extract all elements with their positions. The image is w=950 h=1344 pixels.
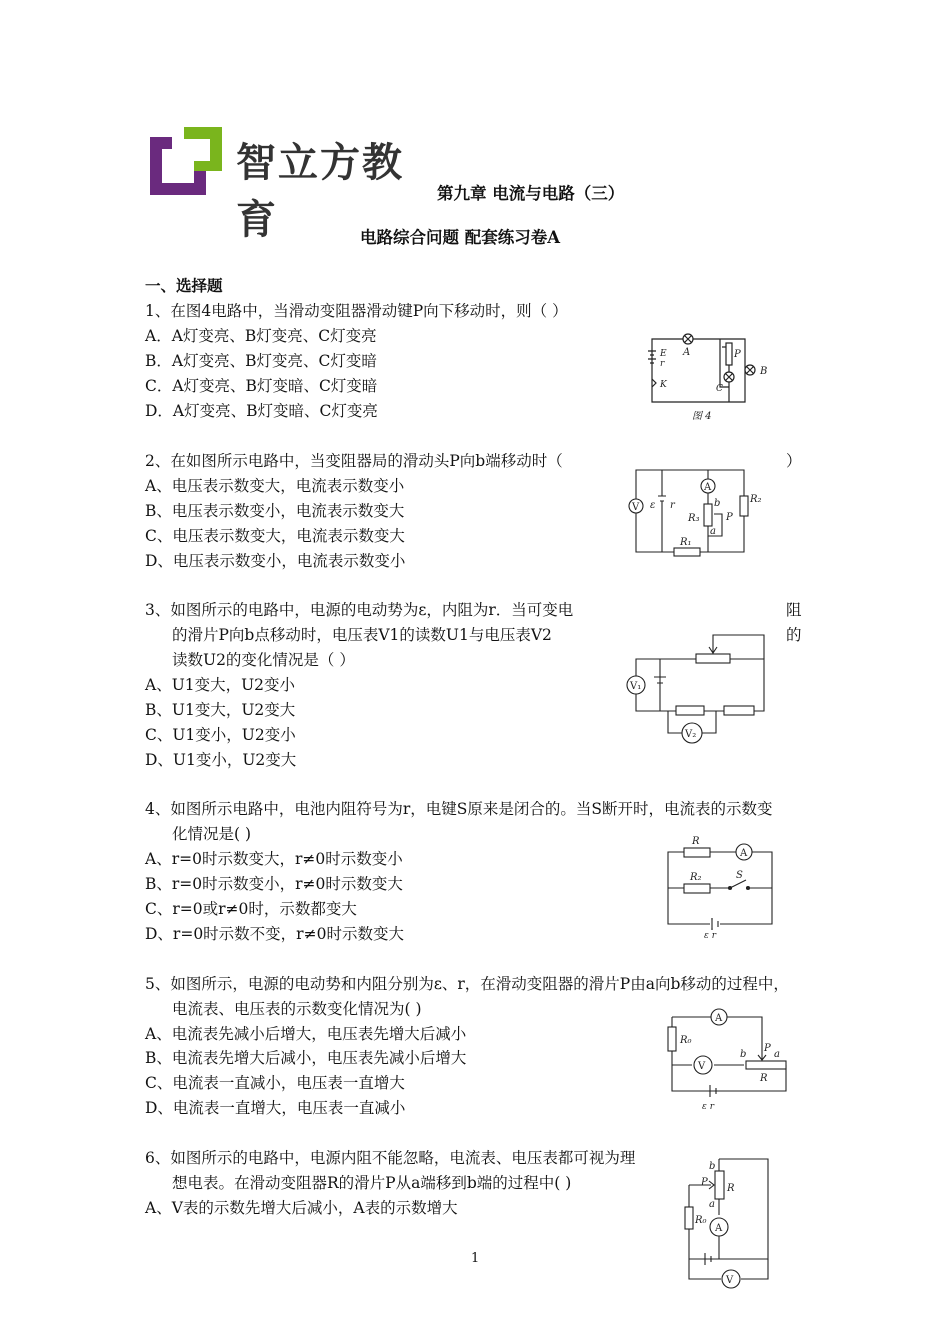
q5-option-d: D、电流表一直增大，电压表一直减小 bbox=[145, 1099, 406, 1117]
q1-stem: 1、在图4电路中，当滑动变阻器滑动键P向下移动时，则（ ） bbox=[145, 302, 568, 320]
q5-fig-label-b: b bbox=[740, 1049, 747, 1060]
q2-circuit-figure bbox=[624, 466, 774, 561]
q5-fig-label-p: P bbox=[764, 1043, 771, 1054]
q1-fig-label-c: C bbox=[716, 384, 723, 394]
q5-fig-label-r: R bbox=[760, 1073, 768, 1084]
q1-fig-label-a: A bbox=[683, 347, 691, 358]
q3-stem-line1: 3、如图所示的电路中，电源的电动势为ε，内阻为r．当可变电 bbox=[145, 601, 574, 619]
q1-option-d: D．A灯变亮、B灯变暗、C灯变亮 bbox=[145, 402, 378, 420]
q3-stem-line2: 的滑片P向b点移动时，电压表V1的读数U1与电压表V2 bbox=[172, 626, 552, 644]
q5-option-a: A、电流表先减小后增大，电压表先增大后减小 bbox=[145, 1025, 467, 1043]
q4-stem-line2: 化情况是( ) bbox=[172, 825, 252, 843]
q6-fig-label-b: b bbox=[709, 1161, 716, 1172]
section-title: 一、选择题 bbox=[145, 276, 223, 295]
q1-fig-label-b: B bbox=[760, 366, 768, 377]
q6-fig-label-p: P bbox=[701, 1177, 708, 1188]
q1-fig-caption: 图 4 bbox=[692, 411, 712, 422]
q5-fig-label-a-meter: A bbox=[715, 1013, 723, 1024]
q5-stem-line1: 5、如图所示，电源的电动势和内阻分别为ε、r，在滑动变阻器的滑片P由a向b移动的过程中， bbox=[145, 975, 789, 993]
page-number: 1 bbox=[471, 1251, 480, 1266]
q3-fig-label-v2: V₂ bbox=[685, 729, 697, 740]
q2-fig-label-r: r bbox=[670, 500, 675, 511]
logo-mark-icon bbox=[148, 127, 228, 199]
q2-fig-label-b: b bbox=[714, 498, 721, 509]
q3-option-a: A、U1变大，U2变小 bbox=[145, 676, 296, 694]
q3-stem-line1-end: 阻 bbox=[786, 601, 802, 619]
logo-text: 智立方教育 bbox=[236, 140, 404, 243]
q4-fig-label-r: R bbox=[692, 836, 700, 847]
q5-circuit-figure bbox=[662, 1003, 797, 1113]
q2-stem: 2、在如图所示电路中，当变阻器局的滑动头P向b端移动时（ bbox=[145, 452, 563, 470]
q6-circuit-figure bbox=[675, 1155, 785, 1295]
q2-fig-label-a-point: a bbox=[710, 526, 716, 537]
q5-option-c: C、电流表一直减小，电压表一直增大 bbox=[145, 1074, 405, 1092]
q4-option-d: D、r=0时示数不变，r≠0时示数变大 bbox=[145, 925, 404, 943]
q3-stem-line3: 读数U2的变化情况是（ ） bbox=[172, 651, 355, 669]
q6-fig-label-a-meter: A bbox=[715, 1223, 723, 1234]
q2-option-d: D、电压表示数变小，电流表示数变小 bbox=[145, 552, 406, 570]
q3-option-b: B、U1变大，U2变大 bbox=[145, 701, 296, 719]
logo bbox=[148, 127, 408, 243]
q4-fig-label-r2: R₂ bbox=[690, 872, 702, 883]
q1-circuit-figure bbox=[640, 327, 775, 427]
sub-title: 电路综合问题 配套练习卷A bbox=[360, 228, 561, 247]
q4-stem-line1: 4、如图所示电路中，电池内阻符号为r，电键S原来是闭合的。当S断开时，电流表的示数变 bbox=[145, 800, 773, 818]
q4-fig-label-er: ε r bbox=[704, 931, 716, 940]
q2-fig-label-r3: R₃ bbox=[688, 513, 700, 524]
q4-option-b: B、r=0时示数变小，r≠0时示数变大 bbox=[145, 875, 403, 893]
q2-option-a: A、电压表示数变大，电流表示数变小 bbox=[145, 477, 405, 495]
q4-fig-label-a: A bbox=[740, 848, 748, 859]
q3-option-d: D、U1变小，U2变大 bbox=[145, 751, 297, 769]
q5-fig-label-er: ε r bbox=[702, 1102, 714, 1112]
q1-option-a: A．A灯变亮、B灯变亮、C灯变亮 bbox=[145, 327, 377, 345]
q4-circuit-figure bbox=[662, 830, 782, 940]
chapter-title: 第九章 电流与电路（三） bbox=[437, 184, 625, 203]
q5-fig-label-a-point: a bbox=[774, 1049, 780, 1060]
q1-fig-label-k: K bbox=[660, 380, 667, 390]
q3-circuit-figure bbox=[620, 625, 770, 760]
q1-option-b: B．A灯变亮、B灯变亮、C灯变暗 bbox=[145, 352, 377, 370]
q6-fig-label-a-point: a bbox=[709, 1199, 715, 1210]
q1-fig-label-p: P bbox=[734, 349, 741, 360]
q6-option-a: A、V表的示数先增大后减小，A表的示数增大 bbox=[145, 1199, 458, 1217]
q2-option-c: C、电压表示数变大，电流表示数变大 bbox=[145, 527, 405, 545]
q1-option-c: C．A灯变亮、B灯变暗、C灯变暗 bbox=[145, 377, 378, 395]
q2-fig-label-r1: R₁ bbox=[680, 537, 692, 548]
q3-option-c: C、U1变小，U2变小 bbox=[145, 726, 296, 744]
q6-stem-line2: 想电表。在滑动变阻器R的滑片P从a端移到b端的过程中( ) bbox=[172, 1174, 572, 1192]
q5-stem-line2: 电流表、电压表的示数变化情况为( ) bbox=[172, 1000, 422, 1018]
q2-fig-label-p: P bbox=[726, 512, 733, 523]
q1-fig-label-r: r bbox=[660, 359, 665, 369]
q2-option-b: B、电压表示数变小，电流表示数变大 bbox=[145, 502, 405, 520]
q6-fig-label-r0: R₀ bbox=[695, 1215, 707, 1226]
q4-option-a: A、r=0时示数变大，r≠0时示数变小 bbox=[145, 850, 403, 868]
q2-fig-label-v: V bbox=[632, 502, 640, 513]
q2-fig-label-e: ε bbox=[650, 500, 656, 511]
q6-stem-line1: 6、如图所示的电路中，电源内阻不能忽略，电流表、电压表都可视为理 bbox=[145, 1149, 636, 1167]
q2-fig-label-a: A bbox=[704, 482, 712, 493]
q6-fig-label-r: R bbox=[727, 1183, 735, 1194]
q2-fig-label-r2: R₂ bbox=[750, 494, 762, 505]
q5-option-b: B、电流表先增大后减小，电压表先减小后增大 bbox=[145, 1049, 467, 1067]
q5-fig-label-v: V bbox=[698, 1061, 706, 1072]
q3-stem-line2-end: 的 bbox=[786, 626, 802, 644]
q5-fig-label-r0: R₀ bbox=[680, 1035, 692, 1046]
q1-fig-label-e: E bbox=[660, 349, 667, 359]
q4-fig-label-s: S bbox=[736, 870, 743, 881]
q4-option-c: C、r=0或r≠0时，示数都变大 bbox=[145, 900, 357, 918]
q3-fig-label-v1: V₁ bbox=[630, 681, 642, 692]
q2-stem-end: ） bbox=[786, 452, 802, 470]
q6-fig-label-v: V bbox=[726, 1275, 734, 1286]
